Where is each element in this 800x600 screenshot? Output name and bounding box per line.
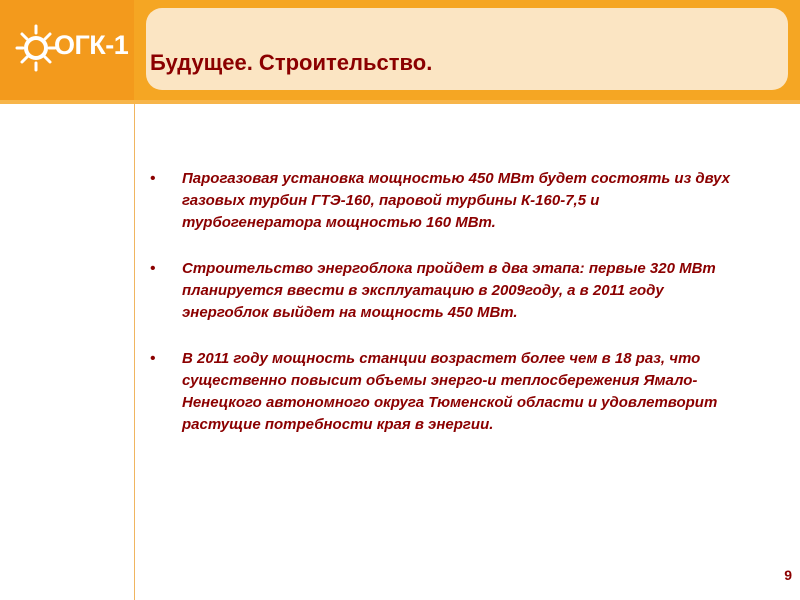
bullet-marker: • — [150, 260, 156, 277]
bullet-item — [148, 258, 738, 324]
bullet-marker: • — [150, 170, 156, 187]
bullet-item — [148, 348, 738, 436]
vertical-divider — [134, 104, 135, 600]
logo-text: ОГК-1 — [54, 30, 129, 60]
bullet-marker: • — [150, 350, 156, 367]
bullet-text: В 2011 году мощность станции возрастет более чем в 18 раз, что существенно повысит объемы энерго-и теплосбережения Ямало-Ненецкого автономного округа Тюменской области и удовлетворит растущие потребности края в энергии. — [182, 350, 718, 433]
sun-logo-icon — [14, 22, 58, 74]
logo — [0, 0, 134, 100]
page-number: 9 — [784, 567, 792, 583]
header-underline — [0, 100, 800, 104]
bullet-list — [148, 168, 738, 460]
title-box — [146, 8, 788, 90]
bullet-text: Парогазовая установка мощностью 450 МВт будет состоять из двух газовых турбин ГТЭ-160, паровой турбины К-160-7,5 и турбогенератора мощностью 160 МВт. — [182, 170, 731, 231]
bullet-item — [148, 168, 738, 234]
bullet-text: Строительство энергоблока пройдет в два этапа: первые 320 МВт планируется ввести в эксплуатацию в 2009году, а в 2011 году энергоблок выйдет на мощность 450 МВт. — [182, 260, 716, 321]
slide-title: Будущее. Строительство. — [150, 50, 433, 75]
